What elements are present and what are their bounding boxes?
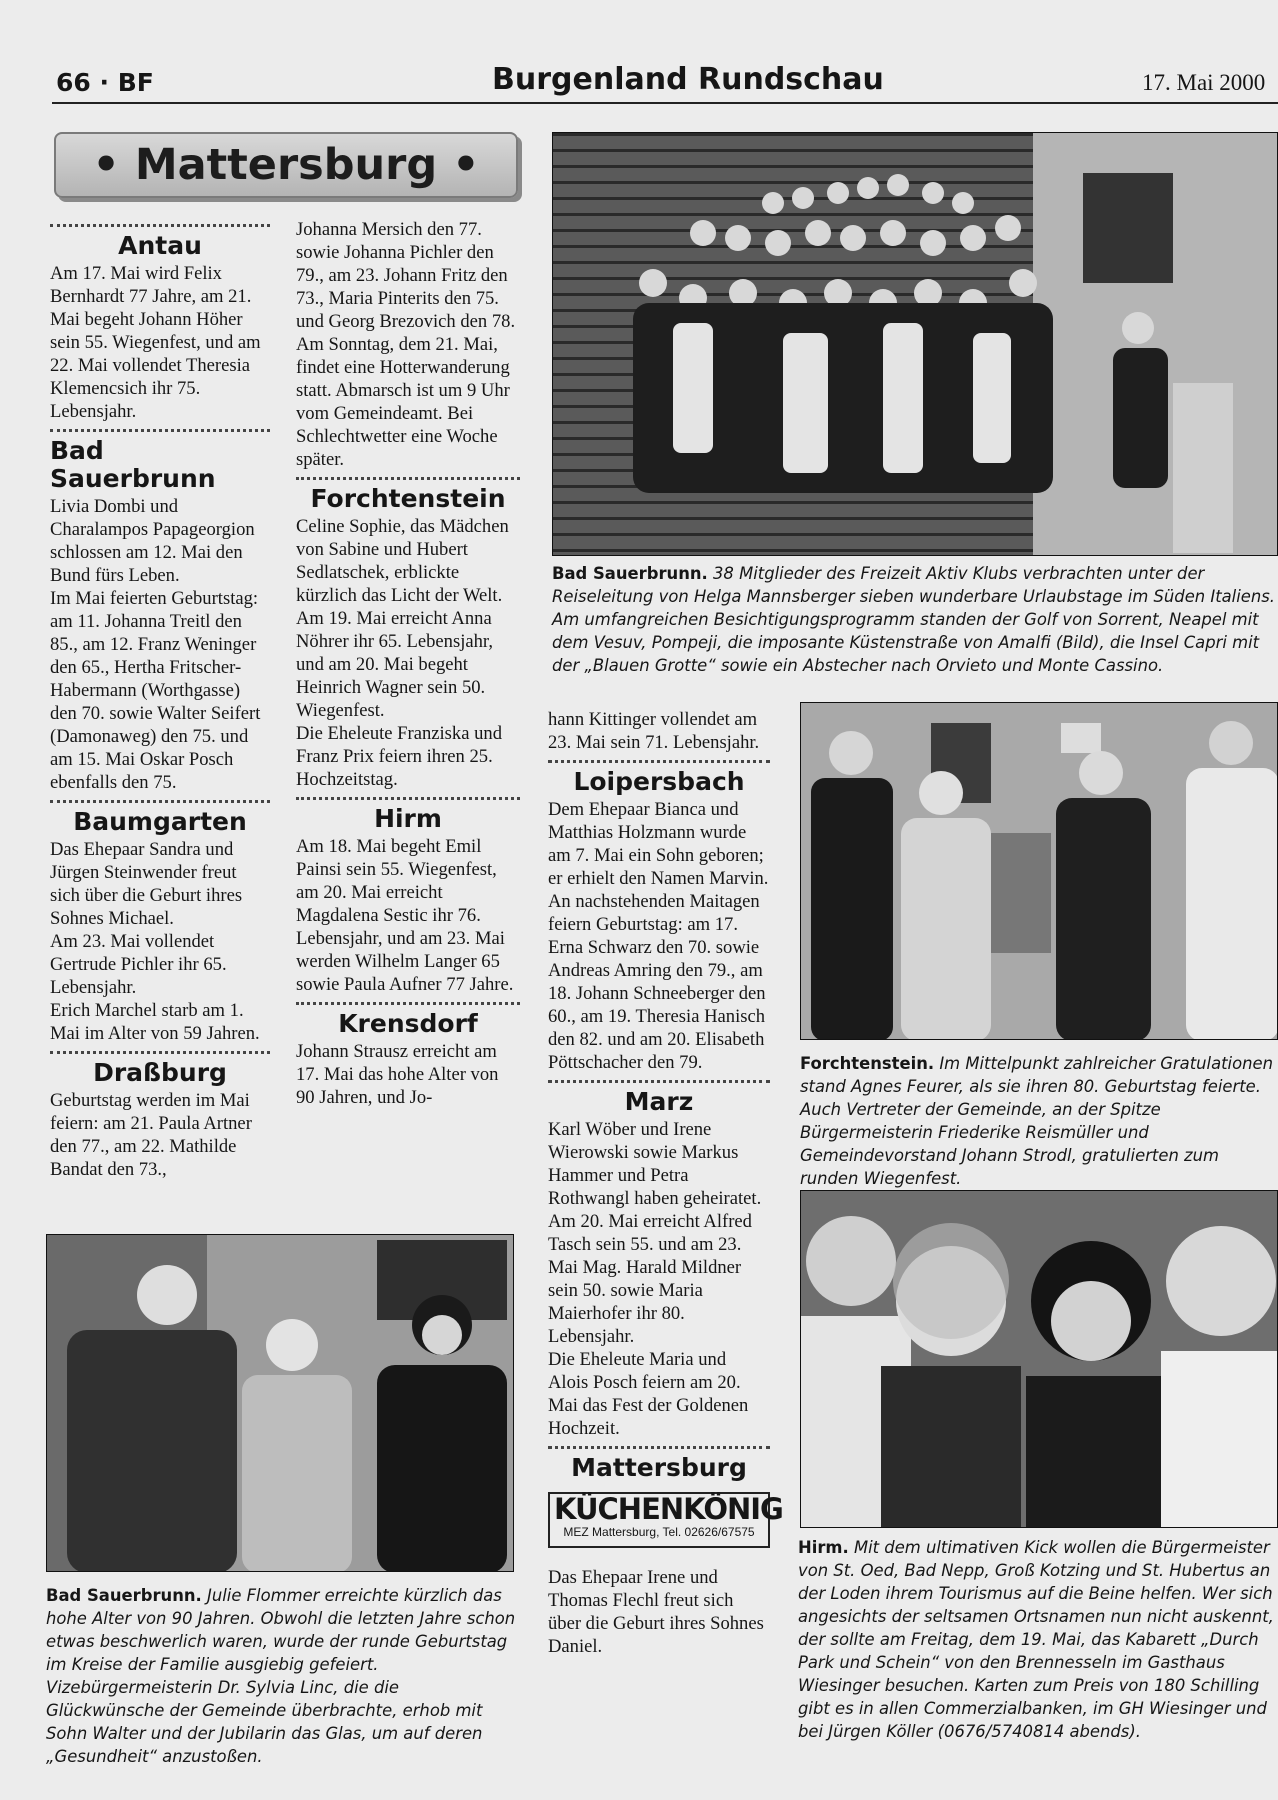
photo-hirm-mayors (800, 1190, 1278, 1528)
article-drassburg: Geburtstag werden im Mai feiern: am 21. Paula Artner den 77., am 22. Mathilde Bandat den 73., (50, 1090, 252, 1180)
advertisement-kuechenkoenig (548, 1492, 783, 1548)
divider (296, 797, 520, 800)
section-banner: • Mattersburg • (54, 132, 518, 198)
divider (548, 1080, 770, 1083)
caption-place: Forchtenstein. (800, 1054, 935, 1073)
heading-forchtenstein: Forchtenstein (310, 484, 506, 513)
heading-drassburg: Draßburg (93, 1058, 227, 1087)
article-loipersbach-p2: An nachstehenden Maitagen feiern Geburtstag: am 17. Erna Schwarz den 70. sowie Andreas Amring den 79., am 18. Johann Schneeberger den 60., am 19. Theresia Hanisch den 82. und am 20. Elisabeth Pöttschacher den 79. (548, 891, 766, 1073)
caption-travel-group (552, 562, 1278, 677)
column-2 (296, 218, 520, 1109)
article-baumgarten-p3: Erich Marchel starb am 1. Mai im Alter von 59 Jahren. (50, 1000, 260, 1044)
caption-place: Bad Sauerbrunn. (552, 564, 708, 583)
caption-forchtenstein (800, 1052, 1278, 1190)
heading-hirm: Hirm (374, 804, 442, 833)
photo-julie-flommer-birthday (46, 1234, 514, 1572)
article-antau: Am 17. Mai wird Felix Bernhardt 77 Jahre, am 21. Mai begeht Johann Höher sein 55. Wiegenfest, und am 22. Mai vollendet Theresia Klemencsich ihr 75. Lebensjahr. (50, 263, 261, 422)
article-marz-p3: Die Eheleute Maria und Alois Posch feiern am 20. Mai das Fest der Goldenen Hochzeit. (548, 1349, 749, 1439)
heading-mattersburg: Mattersburg (571, 1453, 747, 1482)
divider (548, 1446, 770, 1449)
ad-contact-line: MEZ Mattersburg, Tel. 02626/67575 (563, 1525, 755, 1539)
article-marz-p1: Karl Wöber und Irene Wierowski sowie Markus Hammer und Petra Rothwangl haben geheiratet. (548, 1119, 762, 1209)
caption-hirm (798, 1536, 1278, 1743)
divider (50, 800, 270, 803)
divider (50, 224, 270, 227)
article-bad-sauerbrunn-p1: Livia Dombi und Charalampos Papageorgion schlossen am 12. Mai den Bund fürs Leben. (50, 496, 255, 586)
heading-loipersbach: Loipersbach (573, 767, 745, 796)
caption-text: 38 Mitglieder des Freizeit Aktiv Klubs verbrachten unter der Reiseleitung von Helga Mannsberger sieben wunderbare Urlaubstage im Süden Italiens. Am umfangreichen Besichtigungsprogramm standen der Golf von Sorrent, Neapel mit dem Vesuv, Pompeji, die imposante Küstenstraße von Amalfi (Bild), die Insel Capri mit der „Blauen Grotte“ sowie ein Abstecher nach Orvieto und Monte Cassino. (552, 564, 1276, 675)
photo-forchtenstein-birthday (800, 702, 1278, 1040)
column-1 (50, 218, 270, 1181)
caption-text: Julie Flommer erreichte kürzlich das hohe Alter von 90 Jahren. Obwohl die letzten Jahre schon etwas beschwerlich waren, wurde der runde Geburtstag im Kreise der Familie ausgiebig gefeiert. Vizebürgermeisterin Dr. Sylvia Linc, die die Glückwünsche der Gemeinde überbrachte, erhob mit Sohn Walter und der Jubilarin das Glas, um auf deren „Gesundheit“ anzustoßen. (46, 1586, 516, 1766)
divider (296, 1002, 520, 1005)
divider (50, 1051, 270, 1054)
caption-text: Mit dem ultimativen Kick wollen die Bürgermeister von St. Oed, Bad Nepp, Groß Kotzing und St. Hubertus an der Loden ihrem Tourismus auf die Beine helfen. Wer sich angesichts der seltsamen Ortsnamen nun nicht auskennt, der sollte am Freitag, dem 19. Mai, das Kabarett „Durch Park und Schein“ von den Brennesseln im Gasthaus Wiesinger besuchen. Karten zum Preis von 180 Schilling gibt es in allen Commerzialbanken, im GH Wiesinger und bei Jürgen Köller (0676/5740814 abends). (798, 1538, 1274, 1741)
divider (548, 760, 770, 763)
heading-baumgarten: Baumgarten (73, 807, 247, 836)
heading-bad-sauerbrunn: Bad Sauerbrunn (50, 436, 216, 493)
article-baumgarten-p1: Das Ehepaar Sandra und Jürgen Steinwender freut sich über die Geburt ihres Sohnes Michael. (50, 839, 243, 929)
heading-antau: Antau (118, 231, 202, 260)
caption-julie-flommer (46, 1584, 516, 1768)
photo-flommer-image (47, 1235, 514, 1572)
divider (296, 477, 520, 480)
photo-hirm-image (801, 1191, 1278, 1528)
article-mattersburg: Das Ehepaar Irene und Thomas Flechl freut sich über die Geburt ihres Sohnes Daniel. (548, 1567, 764, 1657)
caption-text: Im Mittelpunkt zahlreicher Gratulationen stand Agnes Feurer, als sie ihren 80. Geburtstag feierte. Auch Vertreter der Gemeinde, an der Spitze Bürgermeisterin Friederike Reismüller und Gemeindevorstand Johann Strodl, gratulierten zum runden Wiegenfest. (800, 1054, 1273, 1188)
article-forchtenstein-p1: Celine Sophie, das Mädchen von Sabine und Hubert Sedlatschek, erblickte kürzlich das Licht der Welt. (296, 516, 509, 606)
newspaper-title: Burgenland Rundschau (492, 62, 884, 97)
divider (50, 429, 270, 432)
heading-marz: Marz (624, 1087, 694, 1116)
photo-travel-group-stairs (552, 132, 1278, 556)
article-forchtenstein-p2: Am 19. Mai erreicht Anna Nöhrer ihr 65. Lebensjahr, und am 20. Mai begeht Heinrich Wagner sein 50. Wiegenfest. (296, 608, 494, 721)
column-3 (548, 708, 783, 1658)
article-forchtenstein-p3: Die Eheleute Franziska und Franz Prix feiern ihren 25. Hochzeitstag. (296, 723, 503, 790)
article-loipersbach-p1: Dem Ehepaar Bianca und Matthias Holzmann wurde am 7. Mai ein Sohn geboren; er erhielt den Namen Marvin. (548, 799, 769, 889)
article-krensdorf-cont: hann Kittinger vollendet am 23. Mai sein 71. Lebensjahr. (548, 709, 760, 753)
issue-date: 17. Mai 2000 (1142, 70, 1266, 95)
article-drassburg-p2: Am Sonntag, dem 21. Mai, findet eine Hotterwanderung statt. Abmarsch ist um 9 Uhr vom Gemeindeamt. Bei Schlechtwetter eine Woche später. (296, 334, 510, 470)
heading-krensdorf: Krensdorf (338, 1009, 478, 1038)
article-drassburg-cont: Johanna Mersich den 77. sowie Johanna Pichler den 79., am 23. Johann Fritz den 73., Maria Pinterits den 75. und Georg Brezovich den 78. (296, 219, 516, 332)
article-hirm: Am 18. Mai begeht Emil Painsi sein 55. Wiegenfest, am 20. Mai erreicht Magdalena Sestic ihr 76. Lebensjahr, und am 23. Mai werden Wilhelm Langer 65 sowie Paula Aufner 77 Jahre. (296, 836, 514, 995)
article-marz-p2: Am 20. Mai erreicht Alfred Tasch sein 55. und am 23. Mai Mag. Harald Mildner sein 50. sowie Maria Maierhofer ihr 80. Lebensjahr. (548, 1211, 752, 1347)
page-header (52, 58, 1278, 104)
caption-place: Hirm. (798, 1538, 849, 1557)
article-krensdorf: Johann Strausz erreicht am 17. Mai das hohe Alter von 90 Jahren, und Jo- (296, 1041, 499, 1108)
photo-travel-group-image (553, 133, 1278, 556)
caption-place: Bad Sauerbrunn. (46, 1586, 202, 1605)
ad-brand-name: KÜCHENKÖNIG (554, 1492, 783, 1526)
article-baumgarten-p2: Am 23. Mai vollendet Gertrude Pichler ihr 65. Lebensjahr. (50, 931, 227, 998)
article-bad-sauerbrunn-p2: Im Mai feierten Geburtstag: am 11. Johanna Treitl den 85., am 12. Franz Weninger den 65., Hertha Fritscher-Habermann (Worthgasse) den 70. sowie Walter Seifert (Damonaweg) den 75. und am 15. Mai Oskar Posch ebenfalls den 75. (50, 588, 261, 793)
page-number: 66 · BF (56, 68, 154, 97)
photo-forchtenstein-image (801, 703, 1278, 1040)
